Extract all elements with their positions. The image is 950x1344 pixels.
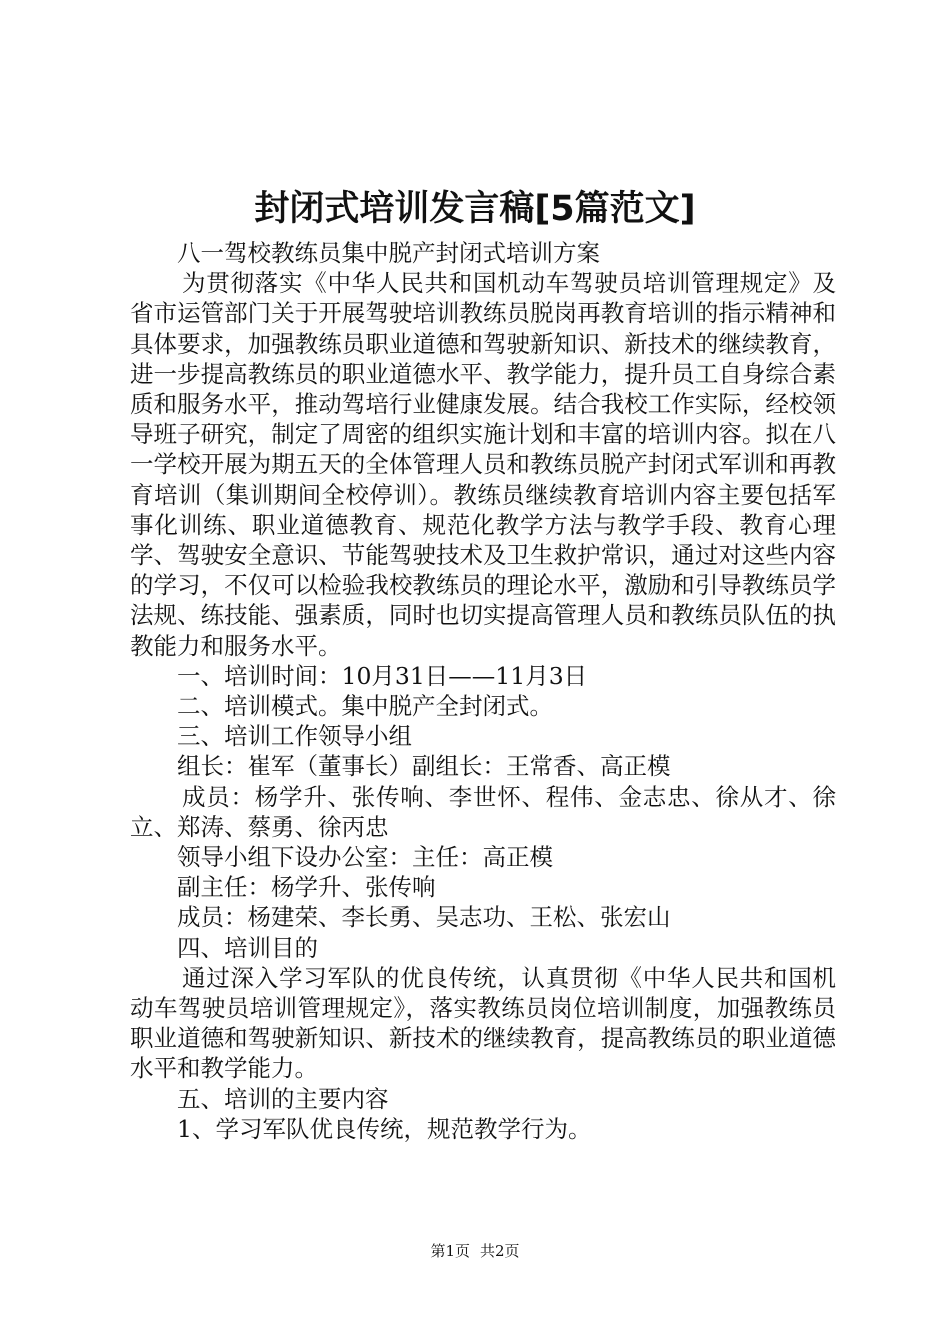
document-body bbox=[130, 238, 836, 1144]
paragraph-intro: 为贯彻落实《中华人民共和国机动车驾驶员培训管理规定》及省市运管部门关于开展驾驶培训教练员脱岗再教育培训的指示精神和具体要求，加强教练员职业道德和驾驶新知识、新技术的继续教育，进一步提高教练员的职业道德水平、教学能力，提升员工自身综合素质和服务水平，推动驾培行业健康发展。结合我校工作实际，经校领导班子研究，制定了周密的组织实施计划和丰富的培训内容。拟在八一学校开展为期五天的全体管理人员和教练员脱产封闭式军训和再教育培训（集训期间全校停训）。教练员继续教育培训内容主要包括军事化训练、职业道德教育、规范化教学方法与教学手段、教育心理学、驾驶安全意识、节能驾驶技术及卫生救护常识，通过对这些内容的学习，不仅可以检验我校教练员的理论水平，激励和引导教练员学法规、练技能、强素质，同时也切实提高管理人员和教练员队伍的执教能力和服务水平。 bbox=[130, 269, 836, 660]
page-footer bbox=[0, 1241, 950, 1261]
paragraph-office-director: 领导小组下设办公室：主任：高正模 bbox=[177, 843, 553, 872]
paragraph-group-members: 成员：杨学升、张传响、李世怀、程伟、金志忠、徐从才、徐立、郑涛、蔡勇、徐丙忠 bbox=[130, 782, 836, 841]
paragraph-subtitle: 八一驾校教练员集中脱产封闭式培训方案 bbox=[177, 239, 600, 267]
paragraph-purpose: 通过深入学习军队的优良传统，认真贯彻《中华人民共和国机动车驾驶员培训管理规定》，落实教练员岗位培训制度，加强教练员职业道德和驾驶新知识、新技术的继续教育，提高教练员的职业道德水平和教学能力。 bbox=[130, 963, 836, 1083]
paragraph-content-item-1: 1、学习军队优良传统，规范教学行为。 bbox=[177, 1114, 592, 1143]
paragraph-purpose-heading: 四、培训目的 bbox=[177, 933, 318, 962]
document-title: 封闭式培训发言稿[5篇范文] bbox=[254, 189, 696, 229]
paragraph-content-heading: 五、培训的主要内容 bbox=[177, 1084, 389, 1113]
paragraph-deputy-director: 副主任：杨学升、张传响 bbox=[177, 873, 436, 902]
paragraph-leadership-heading: 三、培训工作领导小组 bbox=[177, 722, 412, 751]
paragraph-office-members: 成员：杨建荣、李长勇、吴志功、王松、张宏山 bbox=[177, 903, 671, 932]
paragraph-training-mode: 二、培训模式。集中脱产全封闭式。 bbox=[177, 692, 553, 721]
paragraph-training-time: 一、培训时间：10月31日——11月3日 bbox=[177, 661, 588, 690]
page-total: 共2页 bbox=[480, 1242, 520, 1260]
paragraph-group-leader: 组长：崔军（董事长）副组长：王常香、高正模 bbox=[177, 752, 671, 781]
page-number: 第1页 bbox=[430, 1242, 470, 1260]
